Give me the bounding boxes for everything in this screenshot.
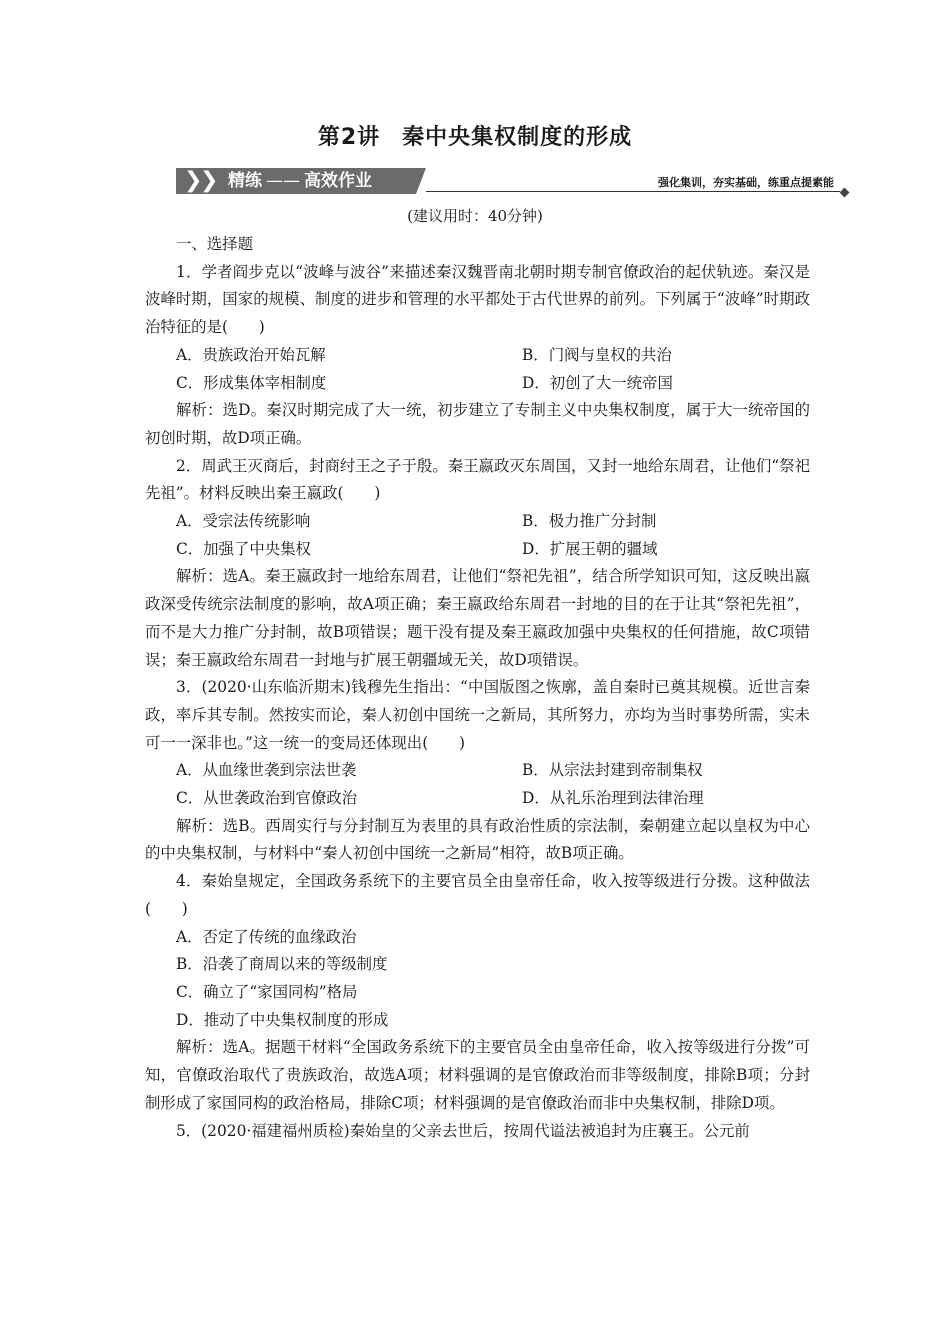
option: C．形成集体宰相制度 bbox=[176, 373, 327, 392]
question-list bbox=[145, 231, 810, 1145]
chevron-right-icon: ❯ bbox=[200, 168, 219, 193]
option: D．扩展王朝的疆域 bbox=[522, 539, 658, 558]
option: C．从世袭政治到官僚政治 bbox=[176, 789, 358, 808]
option-row bbox=[145, 508, 810, 536]
chevron-right-icon: ❯ bbox=[184, 168, 203, 193]
question-stem: 3．(2020·山东临沂期末)钱穆先生指出：“中国版图之恢廓，盖自秦时已奠其规模。近世言秦政，率斥其专制。然按实而论，秦人初创中国统一之新局，其所努力，亦均为当时事势所需，实未可一一深非也。”这一统一的变局还体现出( ) bbox=[145, 678, 810, 752]
option: A．受宗法传统影响 bbox=[176, 512, 311, 531]
option-row bbox=[145, 757, 810, 785]
lecture-topic: 秦中央集权制度的形成 bbox=[402, 125, 633, 150]
banner-tagline: 强化集训，夯实基础，练重点提素能 bbox=[658, 176, 834, 189]
question-stem: 2．周武王灭商后，封商纣王之子于殷。秦王嬴政灭东周国，又封一地给东周君，让他们“祭祀先祖”。材料反映出秦王嬴政( ) bbox=[145, 456, 810, 503]
option: B．从宗法封建到帝制集权 bbox=[522, 761, 703, 780]
section-heading: 一、选择题 bbox=[176, 235, 253, 253]
question-analysis: 解析：选B。西周实行与分封制互为表里的具有政治性质的宗法制，秦朝建立起以皇权为中心的中央集权制，与材料中“秦人初创中国统一之新局”相符，故B项正确。 bbox=[145, 816, 810, 863]
option: A．贵族政治开始瓦解 bbox=[176, 345, 326, 364]
suggested-time: (建议用时：40分钟) bbox=[407, 207, 543, 225]
question-analysis: 解析：选D。秦汉时期完成了大一统，初步建立了专制主义中央集权制度，属于大一统帝国的初创时期，故D项正确。 bbox=[145, 401, 810, 447]
question-stem: 1．学者阎步克以“波峰与波谷”来描述秦汉魏晋南北朝时期专制官僚政治的起伏轨迹。秦汉是波峰时期，国家的规模、制度的进步和管理的水平都处于古代世界的前列。下列属于“波峰”时期政治特征的是( ) bbox=[145, 262, 810, 337]
question-stem: 5．(2020·福建福州质检)秦始皇的父亲去世后，按周代谥法被追封为庄襄王。公元前 bbox=[176, 1121, 750, 1140]
option: A．否定了传统的血缘政治 bbox=[176, 927, 357, 946]
option: B．沿袭了商周以来的等级制度 bbox=[176, 955, 388, 974]
question-analysis: 解析：选A。据题干材料“全国政务系统下的主要官员全由皇帝任命，收入按等级进行分拨”可知，官僚政治取代了贵族政治，故选A项；材料强调的是官僚政治而非等级制度，排除B项；分封制形成了家国同构的政治格局，排除C项；材料强调的是官僚政治而非中央集权制，排除D项。 bbox=[145, 1038, 810, 1112]
option: B．门阀与皇权的共治 bbox=[522, 345, 672, 364]
question-stem: 4．秦始皇规定，全国政务系统下的主要官员全由皇帝任命，收入按等级进行分拨。这种做法( ) bbox=[145, 872, 810, 918]
option: D．初创了大一统帝国 bbox=[522, 373, 673, 392]
option: A．从血缘世袭到宗法世袭 bbox=[176, 761, 357, 780]
banner-label: 精练 —— 高效作业 bbox=[228, 171, 372, 191]
option: D．从礼乐治理到法律治理 bbox=[522, 789, 704, 808]
option-row bbox=[145, 536, 810, 564]
option: C．加强了中央集权 bbox=[176, 539, 311, 558]
lecture-number: 第2讲 bbox=[317, 125, 381, 150]
option-row bbox=[145, 370, 810, 398]
diamond-icon bbox=[840, 188, 850, 198]
option: D．推动了中央集权制度的形成 bbox=[176, 1010, 389, 1029]
option: B．极力推广分封制 bbox=[522, 512, 657, 531]
banner-rule bbox=[426, 191, 840, 192]
section-banner bbox=[176, 168, 848, 194]
option-row bbox=[145, 342, 810, 370]
option: C．确立了“家国同构”格局 bbox=[176, 982, 358, 1001]
question-analysis: 解析：选A。秦王嬴政封一地给东周君，让他们“祭祀先祖”，结合所学知识可知，这反映出嬴政深受传统宗法制度的影响，故A项正确；秦王嬴政给东周君一封地的目的在于让其“祭祀先祖”，而不是大力推广分封制，故B项错误；题干没有提及秦王嬴政加强中央集权的任何措施，故C项错误；秦王嬴政给东周君一封地与扩展王朝疆域无关，故D项错误。 bbox=[145, 567, 810, 669]
page-title bbox=[0, 120, 950, 151]
option-row bbox=[145, 785, 810, 813]
